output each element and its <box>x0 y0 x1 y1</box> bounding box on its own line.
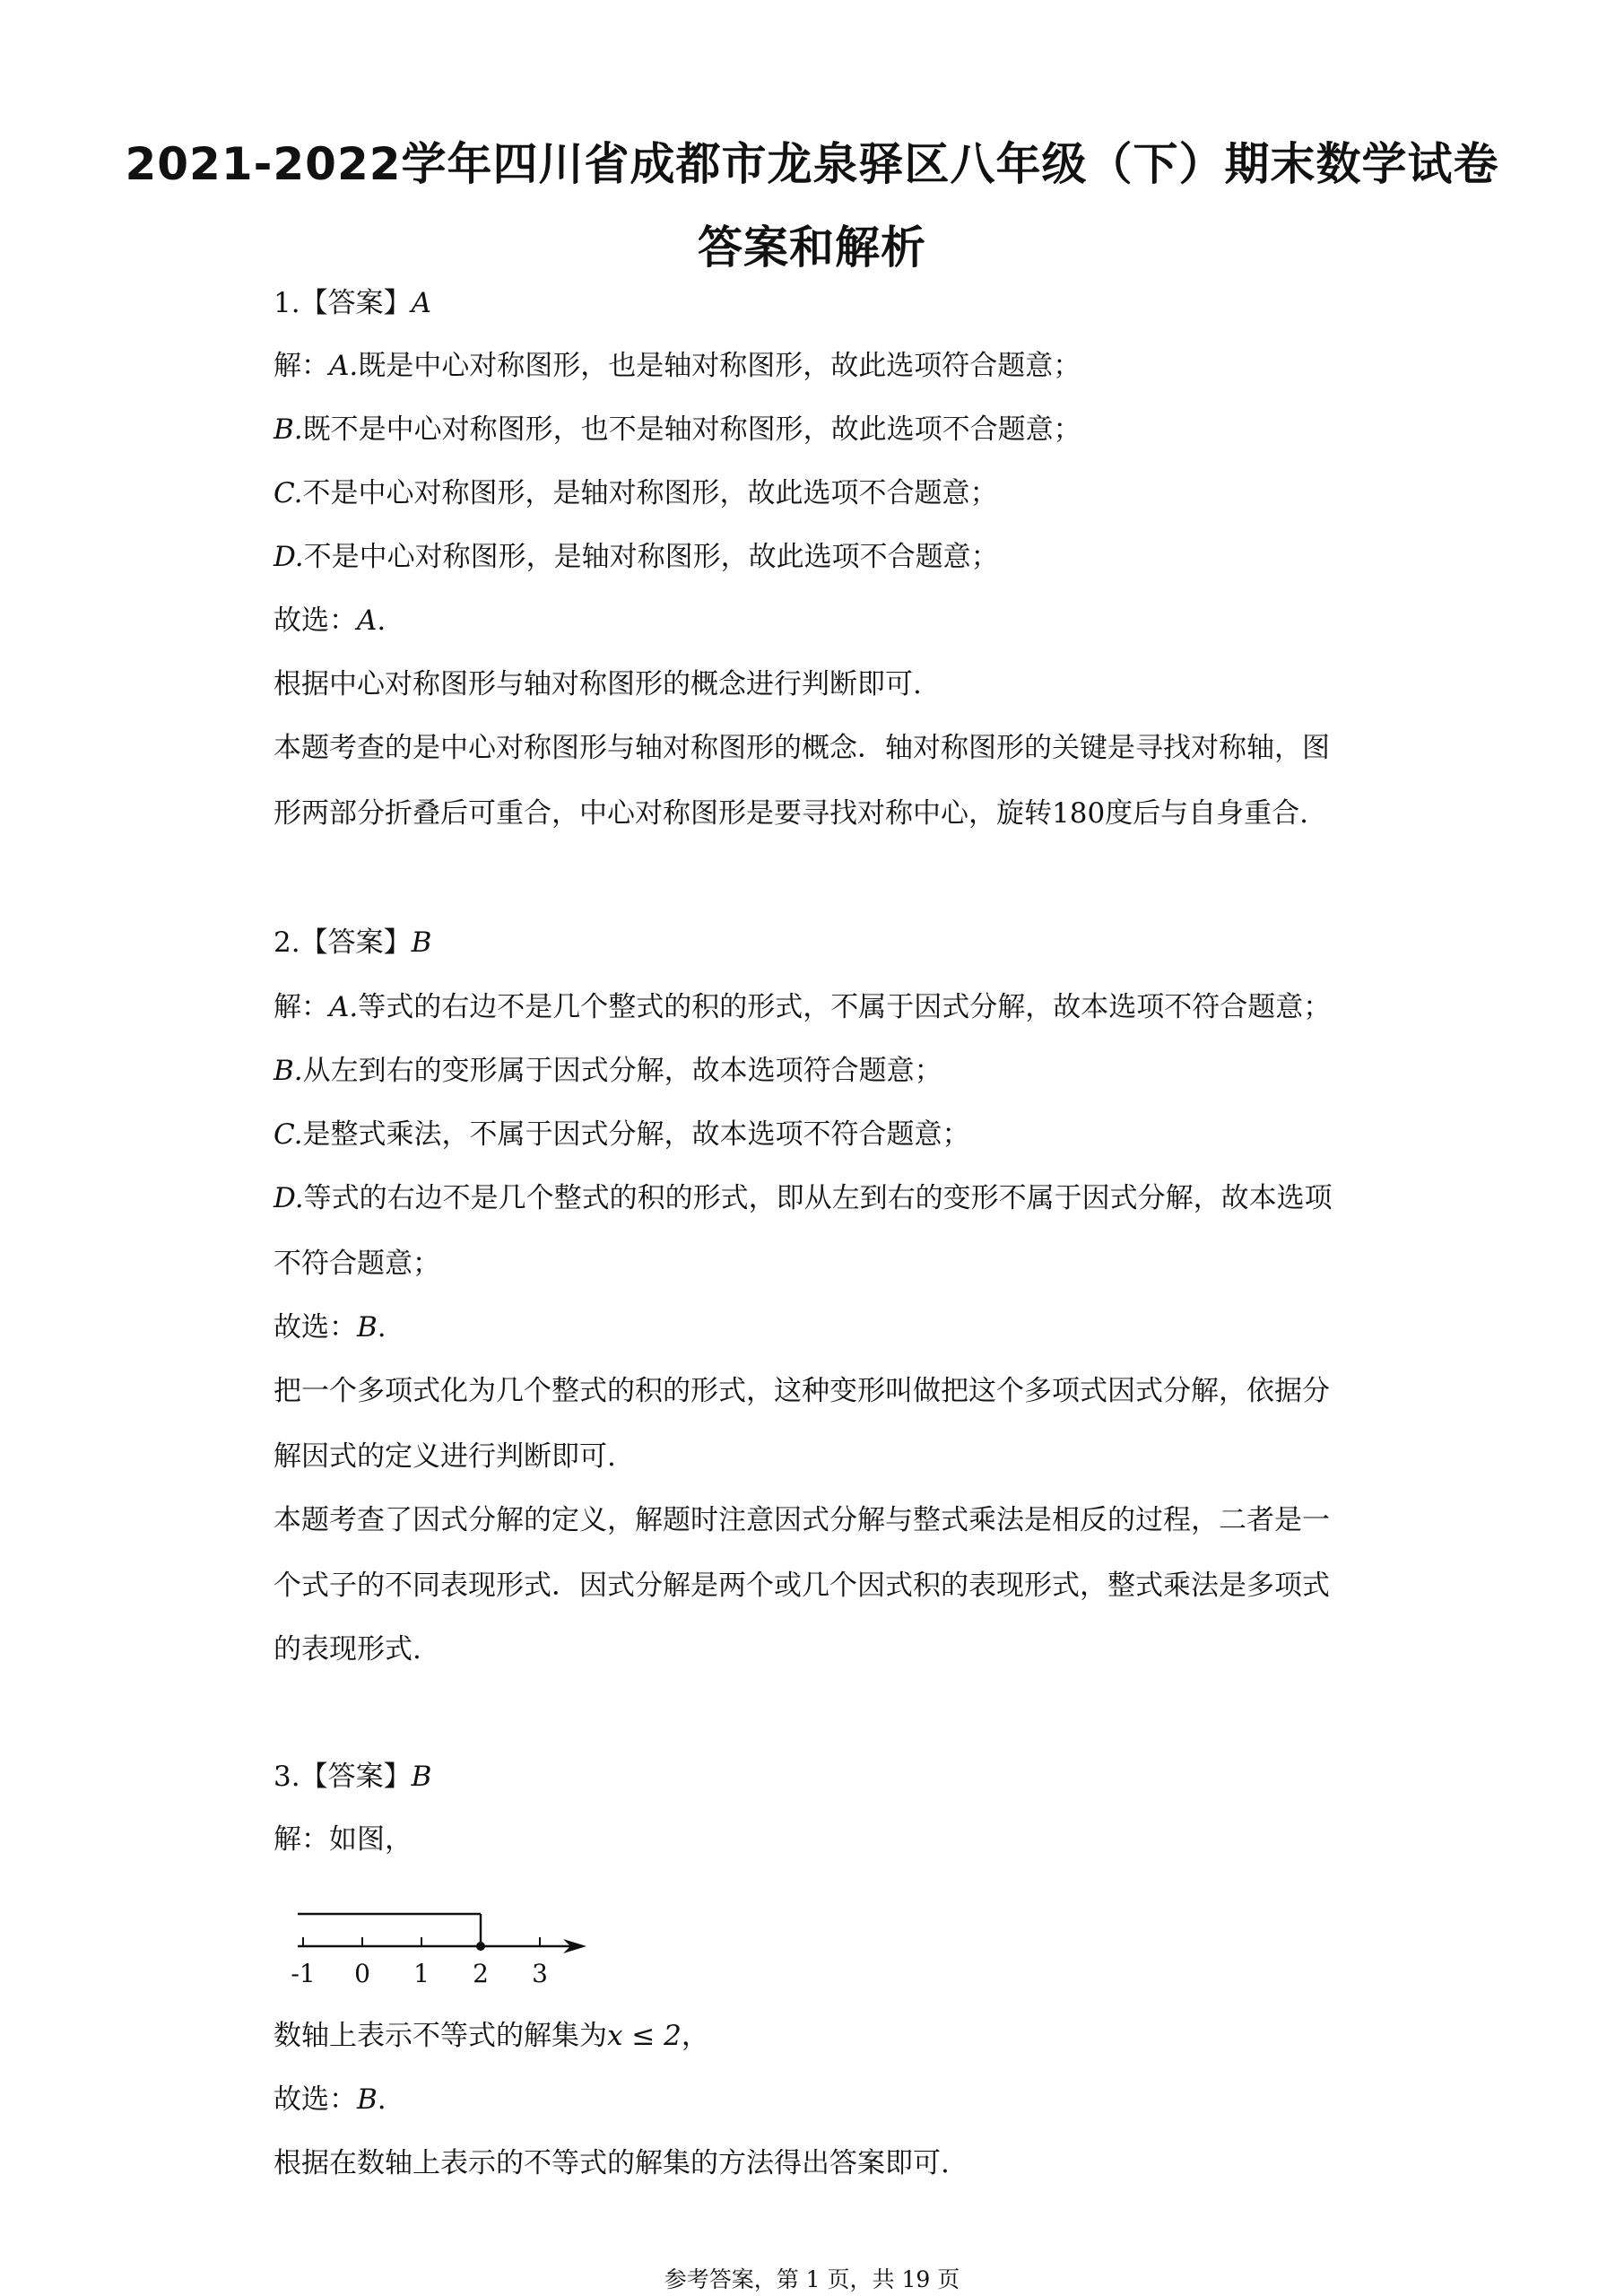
q2-explanation-line <box>274 1053 942 1089</box>
q3-choice-letter: B <box>357 2083 378 2116</box>
q2-option-c-label: C. <box>274 1118 303 1151</box>
q2-option-d-label: D. <box>274 1182 304 1214</box>
number-line-figure <box>287 1901 619 1991</box>
q1-explanation-line <box>274 475 997 511</box>
number-line-tick-label: 0 <box>354 1959 370 1988</box>
q2-answer-label: 2.【答案】 <box>274 926 412 959</box>
q1-comment-line: 形两部分折叠后可重合，中心对称图形是要寻找对称中心，旋转180度后与自身重合. <box>274 797 1309 830</box>
q2-choice-letter: B <box>357 1311 378 1344</box>
q1-option-d-text: 不是中心对称图形，是轴对称图形，故此选项不合题意； <box>303 541 999 573</box>
q1-option-c-label: C. <box>274 477 303 509</box>
q2-analysis-line: 解因式的定义进行判断即可. <box>274 1440 616 1473</box>
q2-option-d-text: 等式的右边不是几个整式的积的形式，即从左到右的变形不属于因式分解，故本选项 <box>303 1182 1333 1214</box>
q3-solution-comma: ， <box>681 2020 709 2052</box>
q3-choice-label: 故选： <box>274 2083 357 2116</box>
q1-choice-label: 故选： <box>274 604 357 637</box>
q1-choice-period: . <box>377 604 386 637</box>
q3-solution-text: 数轴上表示不等式的解集为 <box>274 2020 607 2052</box>
q1-option-c-text: 不是中心对称图形，是轴对称图形，故此选项不合题意； <box>302 477 998 509</box>
q3-answer-label: 3.【答案】 <box>274 1761 412 1793</box>
q2-option-b-label: B. <box>274 1055 303 1087</box>
q2-option-a-label: A. <box>329 991 359 1023</box>
q2-answer-heading <box>274 925 431 961</box>
q2-explanation-line <box>274 989 1331 1025</box>
page-title: 2021-2022学年四川省成都市龙泉驿区八年级（下）期末数学试卷 <box>125 138 1499 190</box>
q3-analysis: 根据在数轴上表示的不等式的解集的方法得出答案即可. <box>274 2147 950 2179</box>
q1-option-a-label: A. <box>329 350 359 382</box>
q2-answer-letter: B <box>411 926 432 959</box>
q3-choice-line <box>274 2082 386 2118</box>
q1-answer-heading <box>274 285 431 321</box>
q3-solution-line <box>274 2018 709 2054</box>
number-line-tick-label: 2 <box>473 1959 489 1988</box>
page-footer: 参考答案，第 1 页，共 19 页 <box>664 2266 960 2292</box>
number-line-tick-label: -1 <box>291 1959 316 1988</box>
q2-choice-label: 故选： <box>274 1311 357 1344</box>
q1-explanation-line <box>274 348 1081 384</box>
q2-option-b-text: 从左到右的变形属于因式分解，故本选项符合题意； <box>302 1055 942 1087</box>
q2-option-a-text: 等式的右边不是几个整式的积的形式，不属于因式分解，故本选项不符合题意； <box>358 991 1332 1023</box>
number-line-tick-label: 1 <box>413 1959 430 1988</box>
q2-option-c-text: 是整式乘法，不属于因式分解，故本选项不符合题意； <box>302 1118 970 1151</box>
q3-answer-letter: B <box>411 1761 432 1793</box>
q2-explanation-line <box>274 1117 969 1152</box>
q1-option-d-label: D. <box>274 541 304 573</box>
q1-choice-line <box>274 603 386 639</box>
q2-choice-period: . <box>377 1311 386 1344</box>
page-subtitle: 答案和解析 <box>698 222 926 274</box>
q1-solution-label: 解： <box>274 350 329 382</box>
q3-solution-intro: 解：如图， <box>274 1823 413 1856</box>
q1-analysis: 根据中心对称图形与轴对称图形的概念进行判断即可. <box>274 668 922 700</box>
q3-choice-period: . <box>377 2083 386 2116</box>
q2-comment-line: 本题考查了因式分解的定义，解题时注意因式分解与整式乘法是相反的过程，二者是一 <box>274 1504 1330 1536</box>
q2-comment-line: 个式子的不同表现形式．因式分解是两个或几个因式积的表现形式，整式乘法是多项式 <box>274 1570 1330 1602</box>
q2-solution-label: 解： <box>274 991 329 1023</box>
q1-option-b-text: 既不是中心对称图形，也不是轴对称图形，故此选项不合题意； <box>302 413 1081 446</box>
q1-answer-letter: A <box>411 287 431 319</box>
q1-choice-letter: A <box>357 604 378 637</box>
number-line-tick-label: 3 <box>532 1959 548 1988</box>
solution-endpoint-dot <box>476 1942 485 1951</box>
q2-explanation-line <box>274 1180 1333 1216</box>
q2-analysis-line: 把一个多项式化为几个整式的积的形式，这种变形叫做把这个多项式因式分解，依据分 <box>274 1375 1330 1407</box>
q1-option-b-label: B. <box>274 413 303 446</box>
q1-comment-line: 本题考查的是中心对称图形与轴对称图形的概念．轴对称图形的关键是寻找对称轴，图 <box>274 732 1330 764</box>
q2-explanation-line: 不符合题意； <box>274 1248 440 1280</box>
q3-answer-heading <box>274 1759 431 1795</box>
q3-inequality: x ≤ 2 <box>607 2020 682 2052</box>
q1-explanation-line <box>274 412 1081 448</box>
q1-answer-label: 1.【答案】 <box>274 287 412 319</box>
q1-option-a-text: 既是中心对称图形，也是轴对称图形，故此选项符合题意； <box>358 350 1081 382</box>
q2-choice-line <box>274 1309 386 1345</box>
q1-explanation-line <box>274 539 999 575</box>
q2-comment-line: 的表现形式. <box>274 1633 421 1665</box>
